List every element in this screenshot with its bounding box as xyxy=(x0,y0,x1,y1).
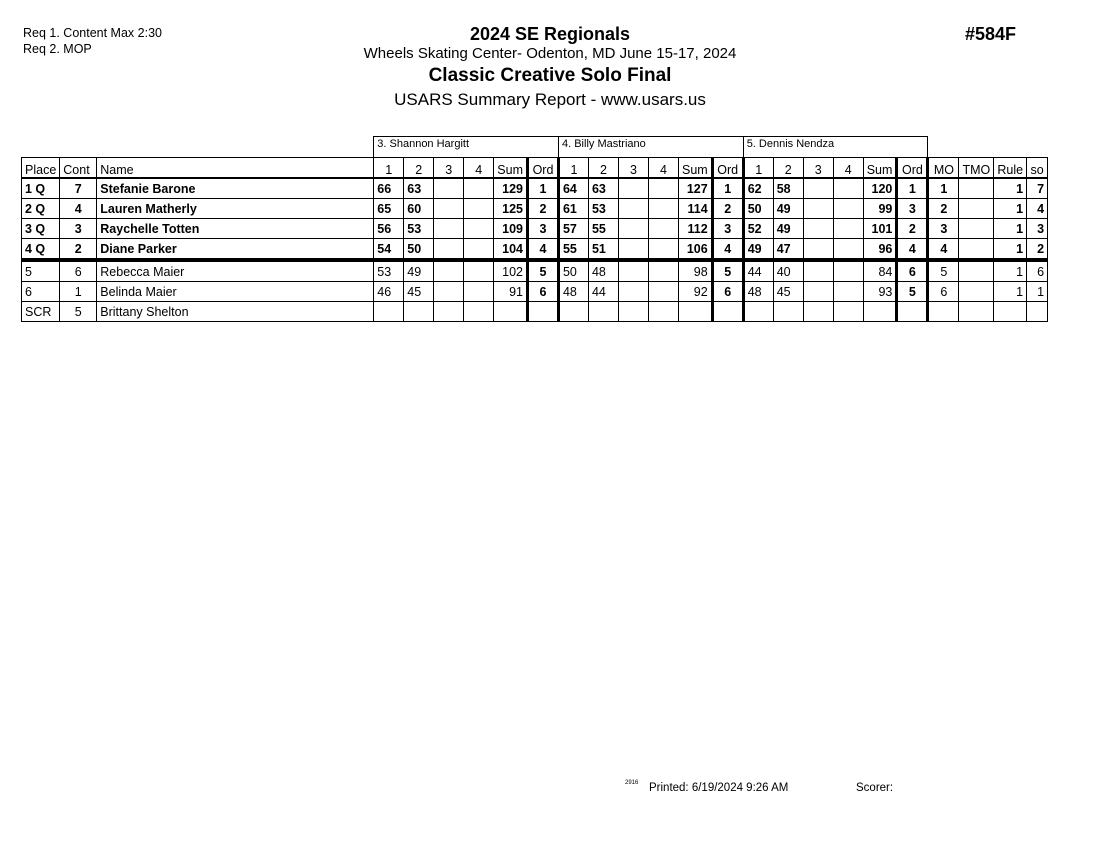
ordinal-cell: 1 xyxy=(712,178,743,199)
score-cell: 40 xyxy=(773,260,803,282)
col-judge-4-score-1: 1 xyxy=(558,158,588,179)
col-judge-3-ord: Ord xyxy=(527,158,558,179)
event-code: #584F xyxy=(965,24,1017,44)
col-judge-4-score-4: 4 xyxy=(648,158,678,179)
score-cell: 51 xyxy=(588,239,618,261)
score-cell xyxy=(803,199,833,219)
score-cell xyxy=(588,302,618,322)
tmo-cell xyxy=(959,302,994,322)
score-cell xyxy=(618,260,648,282)
ordinal-cell: 4 xyxy=(527,239,558,261)
venue-and-dates: Wheels Skating Center- Odenton, MD June 15-17, 2024 xyxy=(363,45,737,62)
table-row xyxy=(22,282,1048,302)
skater-name: Stefanie Barone xyxy=(97,178,374,199)
mo-cell: 5 xyxy=(928,260,959,282)
cont-cell: 7 xyxy=(60,178,97,199)
score-cell xyxy=(648,199,678,219)
score-cell: 50 xyxy=(558,260,588,282)
score-cell xyxy=(434,178,464,199)
sum-cell: 84 xyxy=(863,260,897,282)
place-cell: 4 Q xyxy=(22,239,60,261)
col-place: Place xyxy=(22,158,60,179)
sum-cell: 91 xyxy=(494,282,528,302)
ordinal-cell: 6 xyxy=(527,282,558,302)
sum-cell: 106 xyxy=(678,239,712,261)
cont-cell: 5 xyxy=(60,302,97,322)
tmo-cell xyxy=(959,219,994,239)
score-cell: 55 xyxy=(588,219,618,239)
score-cell xyxy=(618,219,648,239)
score-cell: 48 xyxy=(588,260,618,282)
col-judge-4-score-3: 3 xyxy=(618,158,648,179)
place-cell: 6 xyxy=(22,282,60,302)
score-cell xyxy=(833,239,863,261)
col-judge-3-score-1: 1 xyxy=(374,158,404,179)
score-cell: 52 xyxy=(743,219,773,239)
score-cell: 48 xyxy=(743,282,773,302)
col-judge-3-sum: Sum xyxy=(494,158,528,179)
ordinal-cell: 3 xyxy=(712,219,743,239)
score-cell: 53 xyxy=(404,219,434,239)
col-judge-5-score-3: 3 xyxy=(803,158,833,179)
ordinal-cell: 5 xyxy=(527,260,558,282)
score-cell: 45 xyxy=(404,282,434,302)
tmo-cell xyxy=(959,260,994,282)
score-cell xyxy=(434,219,464,239)
ordinal-cell: 1 xyxy=(897,178,928,199)
col-rule: Rule xyxy=(994,158,1027,179)
place-cell: 3 Q xyxy=(22,219,60,239)
judge-4-header: 4. Billy Mastriano xyxy=(558,137,743,158)
rule-cell: 1 xyxy=(994,199,1027,219)
so-cell: 2 xyxy=(1027,239,1048,261)
sum-cell: 104 xyxy=(494,239,528,261)
score-cell xyxy=(464,282,494,302)
footer-code: 2916 xyxy=(625,780,639,786)
table-row xyxy=(22,239,1048,261)
rule-cell: 1 xyxy=(994,282,1027,302)
score-cell xyxy=(648,282,678,302)
judge-3-header: 3. Shannon Hargitt xyxy=(374,137,559,158)
cont-cell: 1 xyxy=(60,282,97,302)
score-cell xyxy=(464,302,494,322)
col-judge-5-ord: Ord xyxy=(897,158,928,179)
sum-cell: 120 xyxy=(863,178,897,199)
score-cell: 46 xyxy=(374,282,404,302)
score-cell: 45 xyxy=(773,282,803,302)
table-row xyxy=(22,260,1048,282)
rule-cell xyxy=(994,302,1027,322)
col-tmo: TMO xyxy=(959,158,994,179)
score-cell xyxy=(833,302,863,322)
score-cell xyxy=(803,178,833,199)
score-cell xyxy=(618,302,648,322)
so-cell: 6 xyxy=(1027,260,1048,282)
rule-cell: 1 xyxy=(994,260,1027,282)
score-cell: 60 xyxy=(404,199,434,219)
col-judge-5-sum: Sum xyxy=(863,158,897,179)
printed-timestamp: Printed: 6/19/2024 9:26 AM xyxy=(649,782,789,794)
report-title: USARS Summary Report - www.usars.us xyxy=(394,90,706,109)
ordinal-cell: 4 xyxy=(712,239,743,261)
score-cell: 49 xyxy=(404,260,434,282)
mo-cell: 2 xyxy=(928,199,959,219)
score-cell: 50 xyxy=(404,239,434,261)
score-cell xyxy=(618,178,648,199)
sum-cell: 93 xyxy=(863,282,897,302)
column-header-row xyxy=(22,158,1048,179)
score-cell xyxy=(648,178,678,199)
col-judge-4-sum: Sum xyxy=(678,158,712,179)
ordinal-cell: 6 xyxy=(712,282,743,302)
mo-cell xyxy=(928,302,959,322)
requirement-1: Req 1. Content Max 2:30 xyxy=(23,26,162,40)
col-judge-5-score-2: 2 xyxy=(773,158,803,179)
score-cell: 49 xyxy=(773,199,803,219)
mo-cell: 4 xyxy=(928,239,959,261)
score-cell: 65 xyxy=(374,199,404,219)
score-cell xyxy=(434,302,464,322)
score-cell: 55 xyxy=(558,239,588,261)
ordinal-cell: 2 xyxy=(897,219,928,239)
sum-cell: 92 xyxy=(678,282,712,302)
score-cell: 53 xyxy=(588,199,618,219)
table-row xyxy=(22,178,1048,199)
score-cell xyxy=(648,260,678,282)
score-cell xyxy=(833,260,863,282)
ordinal-cell: 6 xyxy=(897,260,928,282)
table-row xyxy=(22,199,1048,219)
judge-header-row xyxy=(22,137,1048,158)
score-cell xyxy=(773,302,803,322)
skater-name: Rebecca Maier xyxy=(97,260,374,282)
cont-cell: 3 xyxy=(60,219,97,239)
sum-cell xyxy=(494,302,528,322)
ordinal-cell: 2 xyxy=(712,199,743,219)
sum-cell: 114 xyxy=(678,199,712,219)
score-cell xyxy=(833,199,863,219)
score-cell: 50 xyxy=(743,199,773,219)
score-cell: 44 xyxy=(743,260,773,282)
col-judge-3-score-4: 4 xyxy=(464,158,494,179)
skater-name: Diane Parker xyxy=(97,239,374,261)
score-cell: 49 xyxy=(743,239,773,261)
so-cell xyxy=(1027,302,1048,322)
ordinal-cell xyxy=(527,302,558,322)
sum-cell: 98 xyxy=(678,260,712,282)
score-cell xyxy=(434,239,464,261)
scorer-label: Scorer: xyxy=(856,782,894,794)
sum-cell: 109 xyxy=(494,219,528,239)
sum-cell xyxy=(678,302,712,322)
table-row xyxy=(22,302,1048,322)
ordinal-cell: 4 xyxy=(897,239,928,261)
ordinal-cell: 5 xyxy=(712,260,743,282)
col-judge-5-score-4: 4 xyxy=(833,158,863,179)
rule-cell: 1 xyxy=(994,219,1027,239)
score-cell: 48 xyxy=(558,282,588,302)
sum-cell: 127 xyxy=(678,178,712,199)
sum-cell: 112 xyxy=(678,219,712,239)
tmo-cell xyxy=(959,178,994,199)
results-table xyxy=(21,136,1048,322)
skater-name: Lauren Matherly xyxy=(97,199,374,219)
score-cell: 49 xyxy=(773,219,803,239)
skater-name: Raychelle Totten xyxy=(97,219,374,239)
tmo-cell xyxy=(959,239,994,261)
score-cell xyxy=(434,199,464,219)
score-cell: 66 xyxy=(374,178,404,199)
ordinal-cell: 3 xyxy=(527,219,558,239)
table-row xyxy=(22,219,1048,239)
mo-cell: 6 xyxy=(928,282,959,302)
sum-cell: 96 xyxy=(863,239,897,261)
score-cell: 61 xyxy=(558,199,588,219)
mo-cell: 3 xyxy=(928,219,959,239)
score-cell: 44 xyxy=(588,282,618,302)
requirement-2: Req 2. MOP xyxy=(23,42,92,56)
score-cell: 54 xyxy=(374,239,404,261)
score-cell xyxy=(833,282,863,302)
score-cell: 58 xyxy=(773,178,803,199)
judge-5-header: 5. Dennis Nendza xyxy=(743,137,928,158)
place-cell: 2 Q xyxy=(22,199,60,219)
score-cell: 47 xyxy=(773,239,803,261)
score-cell xyxy=(374,302,404,322)
score-cell xyxy=(434,282,464,302)
col-cont: Cont xyxy=(60,158,97,179)
col-so: so xyxy=(1027,158,1048,179)
score-cell: 62 xyxy=(743,178,773,199)
col-name: Name xyxy=(97,158,374,179)
sum-cell: 101 xyxy=(863,219,897,239)
score-cell xyxy=(833,219,863,239)
so-cell: 1 xyxy=(1027,282,1048,302)
score-cell: 57 xyxy=(558,219,588,239)
cont-cell: 6 xyxy=(60,260,97,282)
mo-cell: 1 xyxy=(928,178,959,199)
tmo-cell xyxy=(959,199,994,219)
col-judge-4-ord: Ord xyxy=(712,158,743,179)
competition-title: 2024 SE Regionals xyxy=(469,24,631,44)
score-cell xyxy=(803,239,833,261)
score-cell xyxy=(648,239,678,261)
score-cell xyxy=(464,260,494,282)
sum-cell: 99 xyxy=(863,199,897,219)
so-cell: 4 xyxy=(1027,199,1048,219)
col-judge-3-score-2: 2 xyxy=(404,158,434,179)
event-name: Classic Creative Solo Final xyxy=(428,65,672,86)
place-cell: SCR xyxy=(22,302,60,322)
score-cell xyxy=(618,199,648,219)
score-cell: 56 xyxy=(374,219,404,239)
sum-cell: 129 xyxy=(494,178,528,199)
score-cell: 63 xyxy=(404,178,434,199)
rule-cell: 1 xyxy=(994,239,1027,261)
col-judge-5-score-1: 1 xyxy=(743,158,773,179)
score-cell: 63 xyxy=(588,178,618,199)
score-cell xyxy=(464,178,494,199)
cont-cell: 2 xyxy=(60,239,97,261)
ordinal-cell: 5 xyxy=(897,282,928,302)
score-cell xyxy=(803,282,833,302)
place-cell: 5 xyxy=(22,260,60,282)
col-judge-3-score-3: 3 xyxy=(434,158,464,179)
ordinal-cell: 1 xyxy=(527,178,558,199)
score-cell: 64 xyxy=(558,178,588,199)
col-mo: MO xyxy=(928,158,959,179)
cont-cell: 4 xyxy=(60,199,97,219)
score-cell xyxy=(464,219,494,239)
ordinal-cell: 2 xyxy=(527,199,558,219)
score-cell xyxy=(434,260,464,282)
rule-cell: 1 xyxy=(994,178,1027,199)
score-cell xyxy=(803,219,833,239)
sum-cell: 102 xyxy=(494,260,528,282)
score-cell xyxy=(618,282,648,302)
score-cell xyxy=(404,302,434,322)
tmo-cell xyxy=(959,282,994,302)
score-cell xyxy=(648,302,678,322)
score-cell xyxy=(464,199,494,219)
sum-cell: 125 xyxy=(494,199,528,219)
score-cell xyxy=(803,302,833,322)
ordinal-cell: 3 xyxy=(897,199,928,219)
ordinal-cell xyxy=(712,302,743,322)
score-cell xyxy=(558,302,588,322)
score-cell xyxy=(833,178,863,199)
score-cell xyxy=(648,219,678,239)
place-cell: 1 Q xyxy=(22,178,60,199)
score-cell xyxy=(743,302,773,322)
sum-cell xyxy=(863,302,897,322)
col-judge-4-score-2: 2 xyxy=(588,158,618,179)
so-cell: 7 xyxy=(1027,178,1048,199)
skater-name: Belinda Maier xyxy=(97,282,374,302)
score-cell: 53 xyxy=(374,260,404,282)
ordinal-cell xyxy=(897,302,928,322)
score-cell xyxy=(464,239,494,261)
so-cell: 3 xyxy=(1027,219,1048,239)
score-cell xyxy=(803,260,833,282)
skater-name: Brittany Shelton xyxy=(97,302,374,322)
score-cell xyxy=(618,239,648,261)
